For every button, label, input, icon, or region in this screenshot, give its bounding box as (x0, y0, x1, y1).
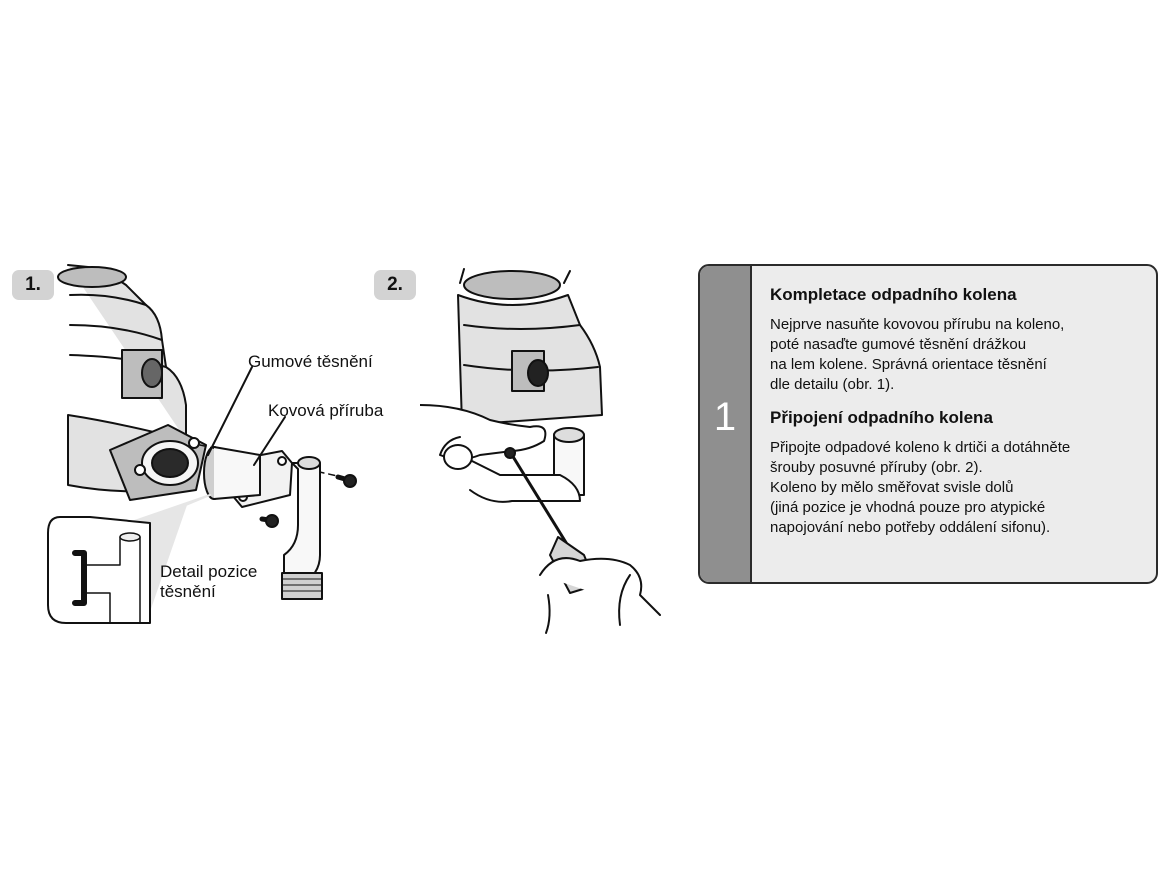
paragraph-assembly-line: poté nasaďte gumové těsnění drážkou (770, 336, 1027, 353)
metal-flange-label: Kovová příruba (268, 401, 384, 420)
step-2-badge: 2. (374, 270, 416, 300)
paragraph-connection-line: Připojte odpadové koleno k drtiči a dotáhněte (770, 439, 1071, 456)
paragraph-connection (770, 438, 1144, 538)
paragraph-assembly-line: dle detailu (obr. 1). (770, 376, 895, 393)
panel-number: 1 (713, 395, 737, 439)
rubber-seal-label: Gumové těsnění (248, 352, 373, 371)
seal-detail-label (160, 562, 257, 602)
paragraph-connection-line: napojování nebo potřeby oddálení sifonu). (770, 519, 1051, 536)
figure-2-illustration (420, 255, 665, 635)
paragraph-connection-line: šrouby posuvné příruby (obr. 2). (770, 459, 983, 476)
paragraph-assembly (770, 315, 1144, 395)
paragraph-connection-line: (jiná pozice je vhodná pouze pro atypické (770, 499, 1046, 516)
paragraph-connection-line: Koleno by mělo směřovat svisle dolů (770, 479, 1014, 496)
heading-assembly: Kompletace odpadního kolena (770, 285, 1017, 304)
seal-detail-label-line2: těsnění (160, 582, 216, 601)
instruction-panel (698, 264, 1158, 584)
panel-body (770, 284, 1144, 550)
paragraph-assembly-line: Nejprve nasuňte kovovou přírubu na koleno, (770, 316, 1065, 333)
seal-detail-label-line1: Detail pozice (160, 562, 258, 581)
heading-connection: Připojení odpadního kolena (770, 408, 993, 427)
paragraph-assembly-line: na lem kolene. Správná orientace těsnění (770, 356, 1047, 373)
step-1-badge: 1. (12, 270, 54, 300)
